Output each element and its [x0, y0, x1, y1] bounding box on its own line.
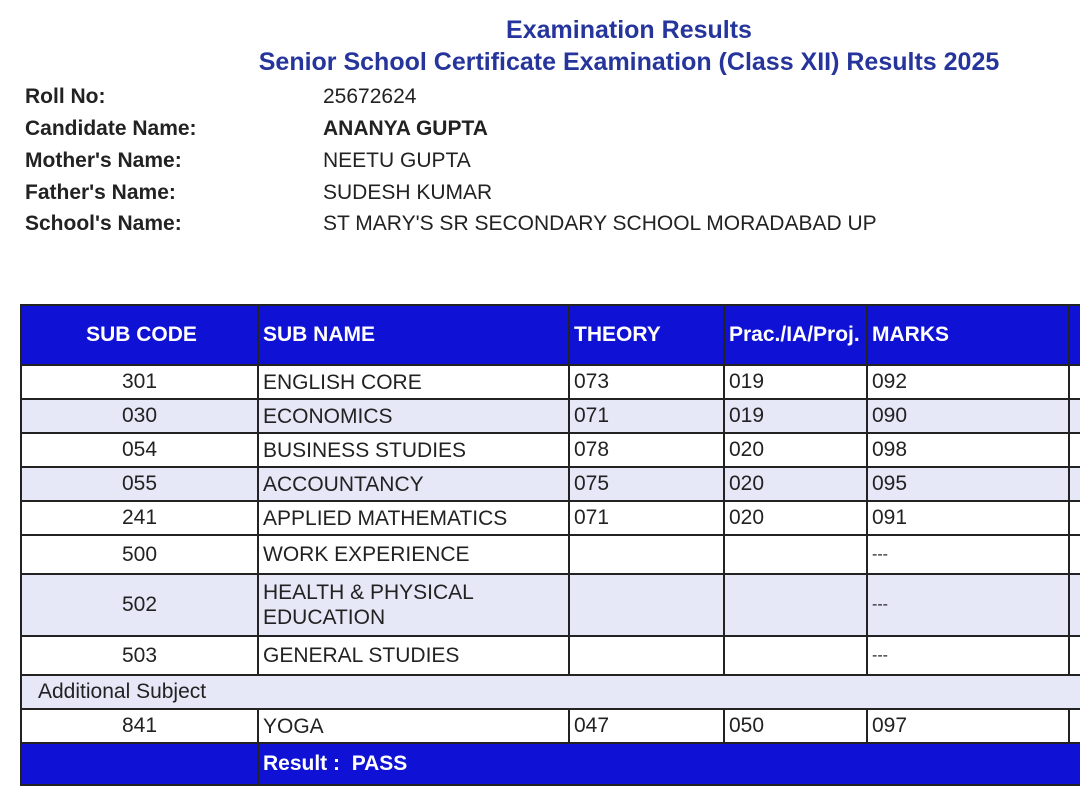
- table-header-row: [21, 305, 1080, 365]
- extra-cell: [1069, 709, 1080, 743]
- sub-code-cell: 241: [21, 501, 258, 535]
- extra-cell: [1069, 433, 1080, 467]
- sub-code-cell: 030: [21, 399, 258, 433]
- extra-cell: [1069, 467, 1080, 501]
- sub-name-cell: ACCOUNTANCY: [258, 467, 569, 501]
- practical-cell: 019: [724, 365, 867, 399]
- page-subtitle: Senior School Certificate Examination (Class XII) Results 2025: [258, 48, 1000, 76]
- practical-cell: 019: [724, 399, 867, 433]
- table-row: [21, 399, 1080, 433]
- extra-cell: [1069, 574, 1080, 636]
- table-row: [21, 467, 1080, 501]
- results-table: [20, 304, 1080, 786]
- marks-cell: ---: [867, 535, 1069, 574]
- sub-name-cell: BUSINESS STUDIES: [258, 433, 569, 467]
- additional-subject-row: [21, 675, 1080, 709]
- col-header-sub-name: SUB NAME: [258, 305, 569, 365]
- table-row: [21, 636, 1080, 675]
- marks-cell: 097: [867, 709, 1069, 743]
- theory-cell: 078: [569, 433, 724, 467]
- practical-cell: 020: [724, 467, 867, 501]
- table-row: [21, 501, 1080, 535]
- theory-cell: 071: [569, 501, 724, 535]
- sub-name-cell: YOGA: [258, 709, 569, 743]
- sub-code-cell: 502: [21, 574, 258, 636]
- table-row: [21, 535, 1080, 574]
- theory-cell: 071: [569, 399, 724, 433]
- marks-cell: 095: [867, 467, 1069, 501]
- extra-cell: [1069, 365, 1080, 399]
- practical-cell: 050: [724, 709, 867, 743]
- practical-cell: [724, 574, 867, 636]
- col-header-extra: [1069, 305, 1080, 365]
- marks-cell: ---: [867, 636, 1069, 675]
- sub-name-cell: ENGLISH CORE: [258, 365, 569, 399]
- mother-name-value: NEETU GUPTA: [323, 149, 471, 172]
- extra-cell: [1069, 535, 1080, 574]
- result-blank-cell: [21, 743, 258, 785]
- sub-code-cell: 301: [21, 365, 258, 399]
- extra-cell: [1069, 399, 1080, 433]
- table-row: [21, 574, 1080, 636]
- theory-cell: [569, 574, 724, 636]
- mother-name-label: Mother's Name:: [25, 149, 182, 172]
- roll-no-value: 25672624: [323, 85, 417, 108]
- theory-cell: 047: [569, 709, 724, 743]
- sub-name-cell: GENERAL STUDIES: [258, 636, 569, 675]
- extra-cell: [1069, 501, 1080, 535]
- result-cell: [258, 743, 1080, 785]
- practical-cell: [724, 636, 867, 675]
- result-value: PASS: [351, 752, 408, 775]
- school-name-label: School's Name:: [25, 212, 182, 235]
- result-row: [21, 743, 1080, 785]
- marks-cell: 098: [867, 433, 1069, 467]
- marks-cell: ---: [867, 574, 1069, 636]
- additional-subject-label: Additional Subject: [21, 675, 569, 709]
- result-label: Result :: [263, 752, 341, 775]
- page-title: Examination Results: [506, 16, 752, 44]
- additional-subject-filler: [569, 675, 1080, 709]
- col-header-marks: MARKS: [867, 305, 1069, 365]
- sub-name-cell: APPLIED MATHEMATICS: [258, 501, 569, 535]
- practical-cell: 020: [724, 433, 867, 467]
- col-header-theory: THEORY: [569, 305, 724, 365]
- candidate-name-label: Candidate Name:: [25, 117, 197, 140]
- marks-cell: 092: [867, 365, 1069, 399]
- col-header-practical: Prac./IA/Proj.: [724, 305, 867, 365]
- theory-cell: 073: [569, 365, 724, 399]
- sub-code-cell: 841: [21, 709, 258, 743]
- extra-cell: [1069, 636, 1080, 675]
- theory-cell: [569, 636, 724, 675]
- col-header-sub-code: SUB CODE: [21, 305, 258, 365]
- marks-cell: 091: [867, 501, 1069, 535]
- roll-no-label: Roll No:: [25, 85, 106, 108]
- candidate-name-value: ANANYA GUPTA: [323, 117, 488, 140]
- table-row: [21, 433, 1080, 467]
- father-name-value: SUDESH KUMAR: [323, 181, 493, 204]
- practical-cell: [724, 535, 867, 574]
- sub-code-cell: 054: [21, 433, 258, 467]
- sub-name-cell: ECONOMICS: [258, 399, 569, 433]
- sub-name-cell: HEALTH & PHYSICAL EDUCATION: [258, 574, 569, 636]
- sub-code-cell: 055: [21, 467, 258, 501]
- sub-code-cell: 503: [21, 636, 258, 675]
- theory-cell: 075: [569, 467, 724, 501]
- sub-name-cell: WORK EXPERIENCE: [258, 535, 569, 574]
- table-row: [21, 365, 1080, 399]
- marks-cell: 090: [867, 399, 1069, 433]
- school-name-value: ST MARY'S SR SECONDARY SCHOOL MORADABAD UP: [323, 212, 877, 235]
- sub-code-cell: 500: [21, 535, 258, 574]
- father-name-label: Father's Name:: [25, 181, 176, 204]
- table-row: [21, 709, 1080, 743]
- practical-cell: 020: [724, 501, 867, 535]
- theory-cell: [569, 535, 724, 574]
